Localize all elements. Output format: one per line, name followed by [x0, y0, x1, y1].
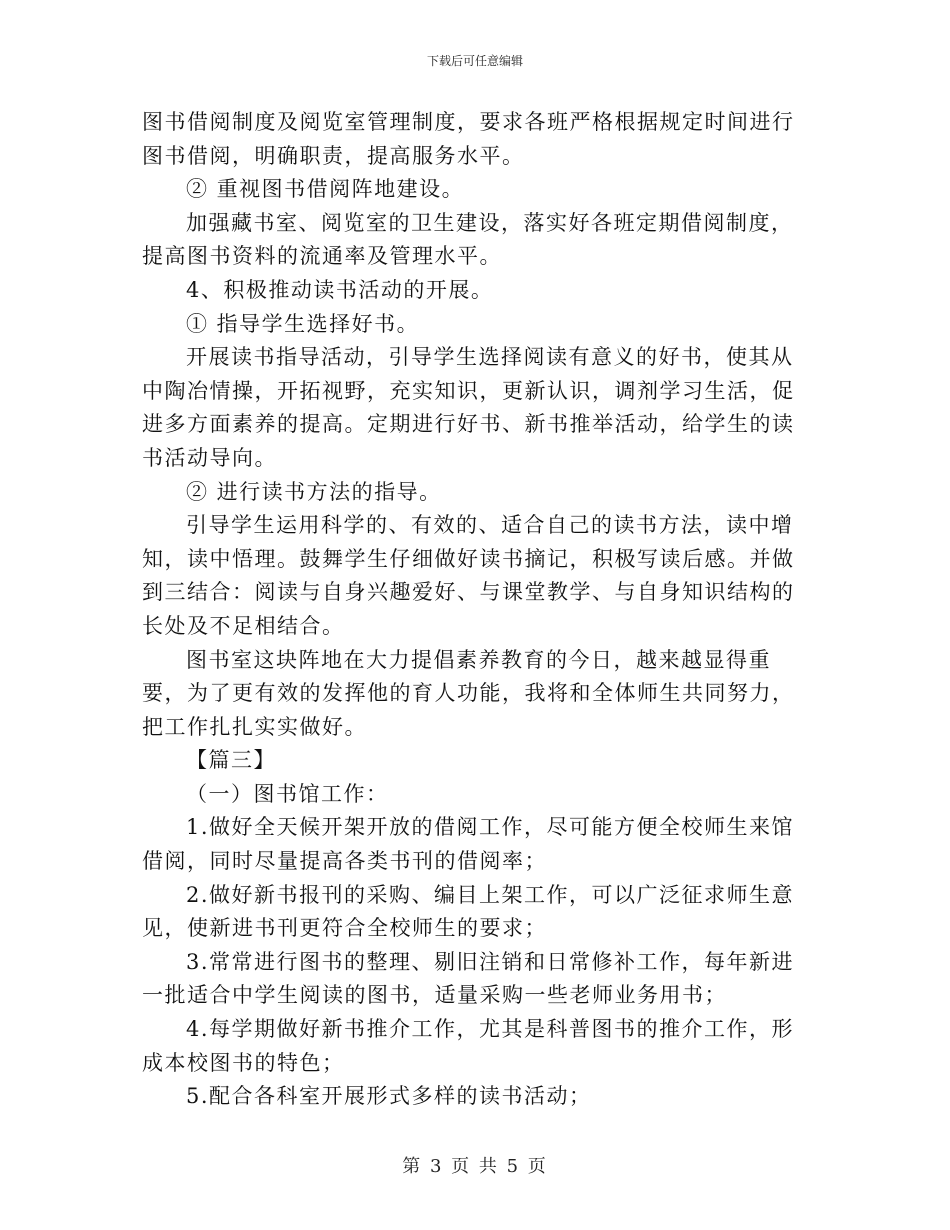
paragraph: ② 重视图书借阅阵地建设。 — [186, 177, 465, 202]
list-item: 3.常常进行图书的整理、剔旧注销和日常修补工作，每年新进一批适合中学生阅读的图书，适量采购一些老师业务用书； — [142, 949, 795, 1008]
paragraph: 图书借阅制度及阅览室管理制度，要求各班严格根据规定时间进行图书借阅，明确职责，提高服务水平。 — [142, 110, 795, 168]
list-item: 1.做好全天候开架开放的借阅工作，尽可能方便全校师生来馆借阅，同时尽量提高各类书刊的借阅率； — [142, 815, 795, 874]
paragraph: 加强藏书室、阅览室的卫生建设，落实好各班定期借阅制度，提高图书资料的流通率及管理水平。 — [142, 210, 794, 269]
paragraph: 图书室这块阵地在大力提倡素养教育的今日，越来越显得重要，为了更有效的发挥他的育人功能，我将和全体师生共同努力，把工作扎扎实实做好。 — [142, 647, 795, 739]
page-footer: 第 3 页 共 5 页 — [402, 1156, 548, 1177]
paragraph: 引导学生运用科学的、有效的、适合自己的读书方法，读中增知，读中悟理。鼓舞学生仔细做好读书摘记，积极写读后感。并做到三结合：阅读与自身兴趣爱好、与课堂教学、与自身知识结构的长处及不足相结合。 — [142, 513, 795, 638]
document-body — [142, 106, 810, 1114]
list-item: 2.做好新书报刊的采购、编目上架工作，可以广泛征求师生意见，使新进书刊更符合全校师生的要求； — [142, 882, 795, 941]
paragraph: 开展读书指导活动，引导学生选择阅读有意义的好书，使其从中陶冶情操，开拓视野，充实知识，更新认识，调剂学习生活，促进多方面素养的提高。定期进行好书、新书推举活动，给学生的读书活动导向。 — [142, 345, 795, 470]
list-item: 4.每学期做好新书推介工作，尤其是科普图书的推介工作，形成本校图书的特色； — [142, 1017, 795, 1075]
section-heading: 【篇三】 — [186, 748, 276, 773]
paragraph: ② 进行读书方法的指导。 — [186, 479, 442, 504]
page-header: 下载后可任意编辑 — [426, 54, 523, 68]
paragraph: 4、积极推动读书活动的开展。 — [186, 277, 494, 302]
subsection-heading: （一）图书馆工作： — [186, 781, 389, 806]
paragraph: ① 指导学生选择好书。 — [186, 311, 420, 336]
list-item: 5.配合各科室开展形式多样的读书活动； — [186, 1084, 592, 1109]
